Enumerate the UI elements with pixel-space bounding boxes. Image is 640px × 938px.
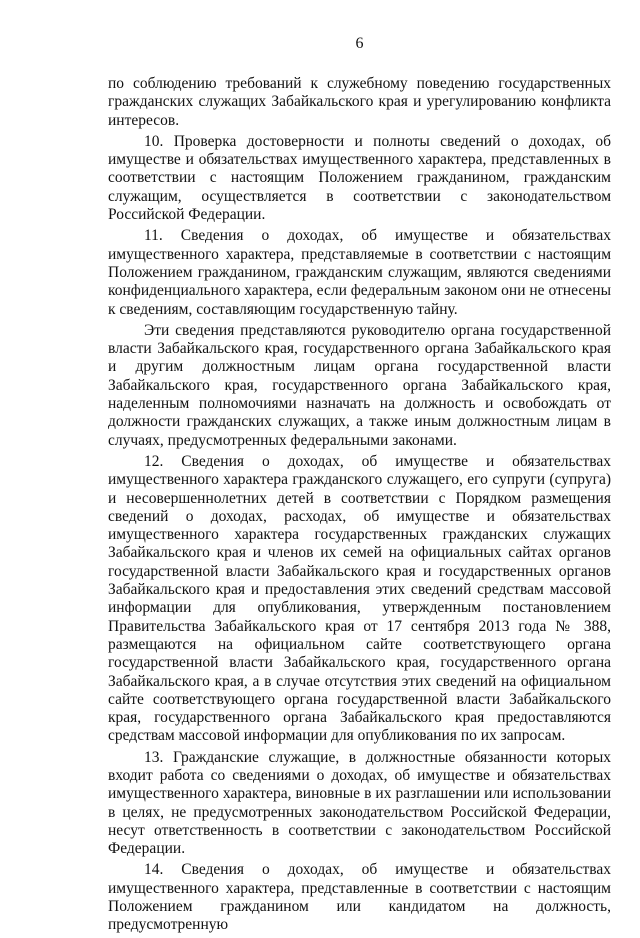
paragraph-item-13: 13. Гражданские служащие, в должностные обязанности которых входит работа со сведениями о доходах, об имуществе и обязательствах имущественного характера, виновные в их разглашении или использовании в целях, не предусмотренных законодательством Российской Федерации, несут ответственность в соответствии с законодательством Российской Федерации. (108, 748, 611, 858)
paragraph-item-12: 12. Сведения о доходах, об имуществе и обязательствах имущественного характера гражданского служащего, его супруги (супруга) и несовершеннолетних детей в соответствии с Порядком размещения сведений о доходах, расходах, об имуществе и обязательствах имущественного характера государственных гражданских служащих Забайкальского края и членов их семей на официальных сайтах органов государственной власти Забайкальского края и государственных органов Забайкальского края и предоставления этих сведений средствам массовой информации для опубликования, утвержденным постановлением Правительства Забайкальского края от 17 сентября 2013 года № 388, размещаются на официальном сайте соответствующего органа государственной власти Забайкальского края, государственного органа Забайкальского края, а в случае отсутствия этих сведений на официальном сайте соответствующего органа государственной власти Забайкальского края, государственного органа Забайкальского края предоставляются средствам массовой информации для опубликования по их запросам. (108, 452, 611, 745)
paragraph-item-11: 11. Сведения о доходах, об имуществе и обязательствах имущественного характера, представляемые в соответствии с настоящим Положением гражданином, гражданским служащим, являются сведениями конфиденциального характера, если федеральным законом они не отнесены к сведениям, составляющим государственную тайну. (108, 227, 611, 318)
document-body (108, 75, 611, 938)
paragraph-recipients: Эти сведения представляются руководителю органа государственной власти Забайкальского края, государственного органа Забайкальского края и другим должностным лицам органа государственной власти Забайкальского края, государственного органа Забайкальского края, наделенным полномочиями назначать на должность и освобождать от должности гражданских служащих, а также иным должностным лицам в случаях, предусмотренных федеральными законами. (108, 321, 611, 449)
document-page (108, 0, 611, 934)
paragraph-item-14: 14. Сведения о доходах, об имуществе и обязательствах имущественного характера, представленные в соответствии с настоящим Положением гражданином или кандидатом на должность, предусмотренную (108, 861, 611, 934)
paragraph-item-10: 10. Проверка достоверности и полноты сведений о доходах, об имуществе и обязательствах имущественного характера, представленных в соответствии с настоящим Положением гражданином, гражданским служащим, осуществляется в соответствии с законодательством Российской Федерации. (108, 132, 611, 224)
page-number: 6 (355, 35, 364, 52)
paragraph-continuation: по соблюдению требований к служебному поведению государственных гражданских служащих Забайкальского края и урегулированию конфликта интересов. (108, 75, 611, 129)
